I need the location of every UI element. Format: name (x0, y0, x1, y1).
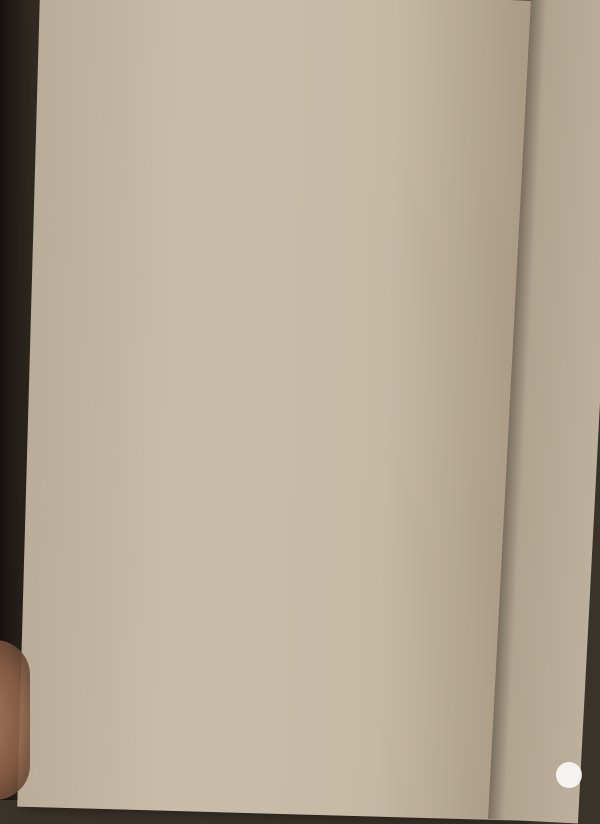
labirint-logo-icon (556, 762, 582, 788)
watermark (556, 762, 586, 788)
list-item-number (76, 76, 98, 77)
list-item-number (77, 12, 99, 13)
list-item-number (75, 98, 97, 99)
list-item-number (76, 55, 98, 56)
book-page (17, 0, 548, 821)
components-list (55, 0, 536, 118)
finger-photo (0, 640, 30, 800)
list-item-number (77, 33, 99, 34)
page-text (55, 0, 536, 118)
